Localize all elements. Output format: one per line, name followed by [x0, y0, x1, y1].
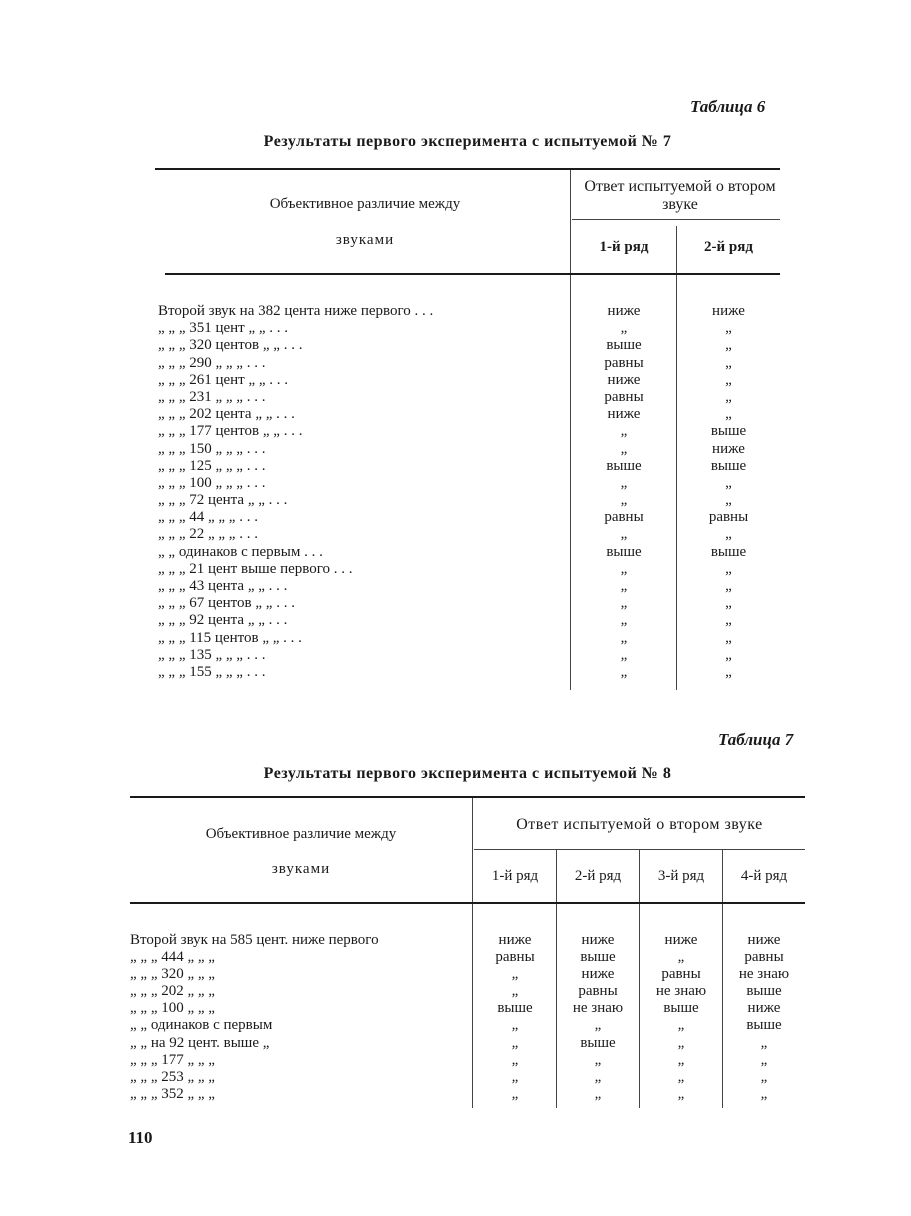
table6-row-stub: „ „ „ 261 цент „ „ . . . — [158, 371, 289, 388]
table7-row-col2: „ — [594, 1068, 602, 1085]
table6-row-col2: выше — [710, 457, 747, 474]
table7-row-col3: „ — [677, 949, 685, 966]
table7-header-left-line2: звуками — [271, 861, 331, 877]
table6-row-col1: „ — [620, 578, 628, 594]
table6-row-stub: „ „ „ 177 центов „ „ . . . — [158, 423, 303, 440]
table7-row-stub: „ „ „ 320 „ „ „ — [130, 966, 215, 983]
table7-stub-column — [130, 932, 472, 1103]
table6-header-left-line1: Объективное различие между — [269, 196, 461, 212]
table7-col1-header: 1-й ряд — [491, 868, 539, 884]
table7-col3-values — [640, 932, 722, 1103]
table7-row-col1: „ — [511, 1034, 519, 1051]
table6-col1-values — [572, 303, 676, 681]
table7-row-col1: „ — [511, 983, 519, 1000]
table6-row-col1: „ — [620, 612, 628, 629]
table7-row-col1: ниже — [498, 932, 532, 948]
table6-row-col2: „ — [725, 663, 732, 680]
table6-row-col2: „ — [725, 646, 732, 663]
table7-row-col4: „ — [760, 1051, 768, 1068]
table7-row-col3: „ — [677, 1068, 685, 1085]
table6-row-stub: „ „ „ 150 „ „ „ . . . — [158, 440, 266, 457]
table7-row-col1: „ — [511, 1068, 519, 1085]
table6-row-col1: равны — [604, 509, 644, 526]
table7-row-stub: „ „ „ 100 „ „ „ — [130, 1000, 215, 1017]
table6-row-col2: „ — [725, 474, 732, 491]
table7-row-stub: „ „ „ 202 „ „ „ — [130, 983, 215, 1000]
table6-top-rule — [155, 168, 780, 170]
table7-row-col3: „ — [677, 1051, 685, 1068]
table7-row-col2: не знаю — [572, 1000, 624, 1017]
table6-row-col2: „ — [725, 612, 732, 629]
table6-row-col2: „ — [725, 337, 732, 354]
table7-row-col1: равны — [495, 949, 535, 966]
table7-col2-values — [557, 932, 639, 1103]
table7-row-col4: „ — [760, 1034, 768, 1051]
table7-row-col3: равны — [661, 966, 701, 983]
table6-row-stub: „ „ „ 92 цента „ „ . . . — [158, 612, 288, 629]
table6-row-col2: „ — [725, 406, 732, 423]
table6-header-right: Ответ испытуемой о втором звуке — [584, 178, 776, 213]
table6-row-stub: „ „ „ 320 центов „ „ . . . — [158, 337, 303, 354]
table6-row-col1: „ — [620, 560, 628, 577]
table7-col1-values — [474, 932, 556, 1103]
table6-row-stub: „ „ „ 290 „ „ „ . . . — [158, 354, 266, 371]
table6-row-stub: „ „ „ 44 „ „ „ . . . — [158, 509, 258, 526]
table7-vline-1 — [472, 798, 473, 1108]
table6-row-col1: „ — [620, 492, 628, 509]
table6-row-stub: „ „ „ 125 „ „ „ . . . — [158, 457, 266, 474]
table6-row-col2: ниже — [712, 303, 745, 319]
table7-row-col2: выше — [580, 949, 616, 966]
table6-row-stub: „ „ „ 22 „ „ „ . . . — [158, 526, 258, 543]
table7-row-col2: ниже — [581, 932, 615, 948]
table6-row-col2: „ — [725, 371, 732, 388]
table7-header-rule — [130, 902, 805, 904]
table6-row-col2: „ — [725, 492, 732, 509]
table6-label: Таблица 6 — [690, 97, 766, 116]
table6-row-col2: выше — [710, 543, 747, 560]
table7-row-col3: выше — [663, 1000, 699, 1017]
table7-subheader-rule — [474, 849, 805, 850]
table6-row-stub: „ „ одинаков с первым . . . — [158, 543, 323, 560]
table6-row-col1: „ — [620, 629, 628, 646]
table7-row-stub: „ „ „ 177 „ „ „ — [130, 1051, 215, 1068]
table7-row-col4: „ — [760, 1068, 768, 1085]
table6-subheader-rule — [572, 219, 780, 220]
table7-row-col1: „ — [511, 1051, 519, 1068]
table6-row-col1: „ — [620, 474, 628, 491]
table6-stub-column — [158, 303, 568, 681]
table6-row-stub: „ „ „ 43 цента „ „ . . . — [158, 578, 288, 594]
table7-header-right: Ответ испытуемой о втором звуке — [516, 816, 763, 833]
table6-row-stub: „ „ „ 21 цент выше первого . . . — [158, 560, 353, 577]
table6-row-col1: „ — [620, 595, 628, 612]
table6-col2-header: 2-й ряд — [704, 239, 753, 255]
table6-row-col1: „ — [620, 423, 628, 440]
table7-row-col3: „ — [677, 1034, 685, 1051]
table6-row-stub: „ „ „ 67 центов „ „ . . . — [158, 595, 295, 612]
table7-row-col2: „ — [594, 1017, 602, 1034]
table6-row-col2: „ — [725, 595, 732, 612]
table7-row-col4: равны — [744, 949, 784, 966]
table7-row-col4: не знаю — [738, 966, 790, 983]
table7-col4-header: 4-й ряд — [740, 868, 788, 884]
table6-row-col1: „ — [620, 320, 628, 337]
table7-header-left-line1: Объективное различие между — [205, 826, 397, 842]
table7-row-col4: „ — [760, 1085, 768, 1102]
table7-row-col4: выше — [746, 983, 782, 1000]
table6-row-stub: „ „ „ 72 цента „ „ . . . — [158, 492, 288, 509]
table6-row-stub: „ „ „ 231 „ „ „ . . . — [158, 388, 266, 405]
table7-row-stub: Второй звук на 585 цент. ниже первого — [130, 932, 379, 948]
table7-col3-header: 3-й ряд — [657, 868, 705, 884]
table6-row-stub: „ „ „ 115 центов „ „ . . . — [158, 629, 302, 646]
table6-header-left-line2: звуками — [335, 232, 395, 248]
table6-row-col1: выше — [606, 543, 642, 560]
table7-row-col1: „ — [511, 1085, 519, 1102]
table6-row-col1: „ — [620, 646, 628, 663]
table6-col1-header: 1-й ряд — [599, 239, 649, 255]
table7-row-col4: выше — [746, 1017, 782, 1034]
table6-row-stub: „ „ „ 155 „ „ „ . . . — [158, 663, 266, 680]
table6-row-col2: „ — [725, 629, 732, 646]
table7-top-rule — [130, 796, 805, 798]
table7-row-stub: „ „ „ 444 „ „ „ — [130, 949, 215, 966]
table6-vline-left — [570, 170, 571, 690]
table6-row-stub: „ „ „ 100 „ „ „ . . . — [158, 474, 266, 491]
table7-col2-header: 2-й ряд — [574, 868, 622, 884]
table6-row-col2: равны — [708, 509, 749, 526]
table6-row-col1: равны — [604, 354, 644, 371]
table6-row-col1: ниже — [607, 406, 641, 423]
table7-row-col4: ниже — [747, 932, 781, 948]
table7-row-stub: „ „ одинаков с первым — [130, 1017, 273, 1034]
table6-row-col2: „ — [725, 578, 732, 594]
table6-row-col1: „ — [620, 440, 628, 457]
table6-row-col1: ниже — [607, 371, 641, 388]
table6-title: Результаты первого эксперимента с испытуемой № 7 — [263, 133, 672, 150]
table7-row-col1: „ — [511, 1017, 519, 1034]
table7-row-col2: ниже — [581, 966, 615, 983]
table6-row-stub: „ „ „ 135 „ „ „ . . . — [158, 646, 266, 663]
table7-row-stub: „ „ на 92 цент. выше „ — [130, 1034, 270, 1051]
table6-row-col1: равны — [604, 388, 644, 405]
table6-row-stub: „ „ „ 202 цента „ „ . . . — [158, 406, 295, 423]
table7-row-col1: „ — [511, 966, 519, 983]
table7-row-col3: „ — [677, 1085, 685, 1102]
table7-row-stub: „ „ „ 352 „ „ „ — [130, 1085, 215, 1102]
table7-row-stub: „ „ „ 253 „ „ „ — [130, 1068, 215, 1085]
table6-row-col2: выше — [710, 423, 747, 440]
table7-row-col3: ниже — [664, 932, 698, 948]
table6-row-stub: Второй звук на 382 цента ниже первого . . . — [158, 303, 434, 319]
table7-row-col2: равны — [578, 983, 618, 1000]
table7-title: Результаты первого эксперимента с испытуемой № 8 — [263, 765, 672, 782]
table6-col2-values — [677, 303, 780, 681]
table7-col4-values — [723, 932, 805, 1103]
table6-row-col2: „ — [725, 560, 732, 577]
table6-row-col2: „ — [725, 354, 732, 371]
table6-row-col2: „ — [725, 526, 732, 543]
table7-row-col2: „ — [594, 1085, 602, 1102]
table6-row-col2: „ — [725, 388, 732, 405]
table6-header-rule — [165, 273, 780, 275]
table6-row-col1: выше — [606, 457, 642, 474]
table7-label: Таблица 7 — [718, 730, 794, 749]
table7-row-col2: „ — [594, 1051, 602, 1068]
table7-row-col2: выше — [580, 1034, 616, 1051]
table6-row-col1: „ — [620, 526, 628, 543]
table7-row-col4: ниже — [747, 1000, 781, 1017]
table6-row-stub: „ „ „ 351 цент „ „ . . . — [158, 320, 289, 337]
table6-row-col2: ниже — [712, 440, 745, 457]
table6-row-col2: „ — [725, 320, 732, 337]
table7-row-col3: „ — [677, 1017, 685, 1034]
table7-row-col1: выше — [497, 1000, 533, 1017]
page-number: 110 — [128, 1128, 153, 1147]
table6-row-col1: выше — [606, 337, 642, 354]
table6-row-col1: „ — [620, 663, 628, 680]
table6-row-col1: ниже — [607, 303, 641, 319]
table7-row-col3: не знаю — [655, 983, 707, 1000]
